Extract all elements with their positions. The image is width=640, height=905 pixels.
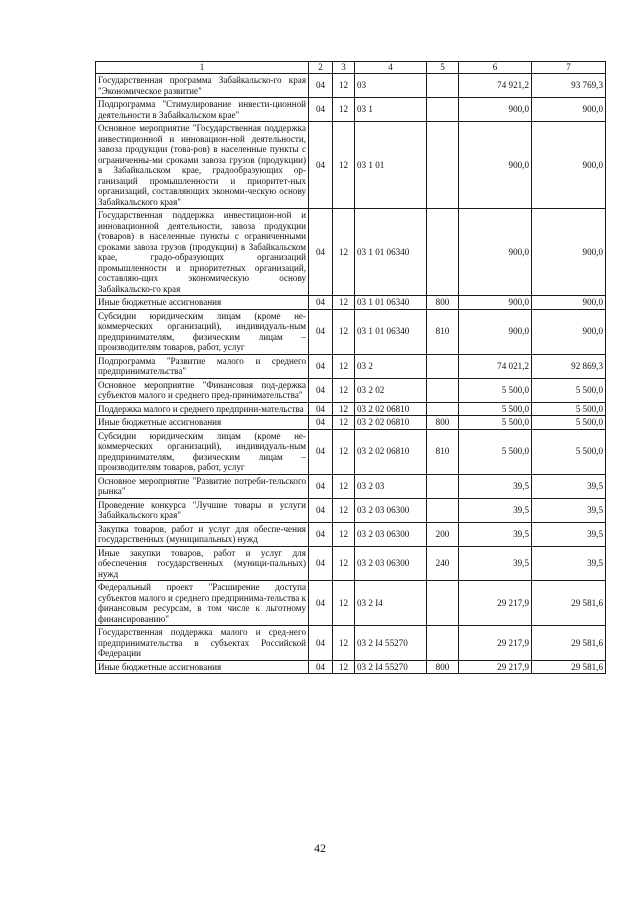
row-name-cell: Иные бюджетные ассигнования [96, 416, 309, 430]
expense-type-cell [427, 474, 459, 498]
amount-year2-cell: 900,0 [532, 296, 606, 310]
amount-year1-cell: 5 500,0 [459, 378, 532, 402]
section-code-cell: 04 [309, 660, 333, 674]
amount-year1-cell: 29 217,9 [459, 660, 532, 674]
expense-type-cell [427, 122, 459, 209]
section-code-cell: 04 [309, 581, 333, 626]
expense-type-cell [427, 74, 459, 98]
target-article-cell: 03 1 01 06340 [355, 209, 427, 296]
section-code-cell: 04 [309, 296, 333, 310]
subsection-code-cell: 12 [333, 378, 355, 402]
subsection-code-cell: 12 [333, 98, 355, 122]
subsection-code-cell: 12 [333, 429, 355, 474]
subsection-code-cell: 12 [333, 122, 355, 209]
expense-type-cell: 800 [427, 416, 459, 430]
expense-type-cell [427, 498, 459, 522]
amount-year1-cell: 39,5 [459, 474, 532, 498]
expense-type-cell [427, 626, 459, 661]
section-code-cell: 04 [309, 98, 333, 122]
expense-type-cell [427, 98, 459, 122]
section-code-cell: 04 [309, 498, 333, 522]
row-name-cell: Федеральный проект "Расширение доступа субъектов малого и среднего предпринима-тельства к финансовым ресурсам, в том числе к льготному финансированию" [96, 581, 309, 626]
expense-type-cell: 810 [427, 309, 459, 354]
target-article-cell: 03 [355, 74, 427, 98]
amount-year1-cell: 74 021,2 [459, 354, 532, 378]
subsection-code-cell: 12 [333, 402, 355, 416]
subsection-code-cell: 12 [333, 498, 355, 522]
table-row [96, 354, 606, 378]
subsection-code-cell: 12 [333, 522, 355, 546]
row-name-cell: Иные бюджетные ассигнования [96, 296, 309, 310]
row-name-cell: Подпрограмма "Стимулирование инвести-ционной деятельности в Забайкальском крае" [96, 98, 309, 122]
amount-year2-cell: 900,0 [532, 98, 606, 122]
table-row [96, 98, 606, 122]
row-name-cell: Закупка товаров, работ и услуг для обеспе-чения государственных (муниципальных) нужд [96, 522, 309, 546]
target-article-cell: 03 2 02 06810 [355, 402, 427, 416]
table-row [96, 209, 606, 296]
amount-year2-cell: 93 769,3 [532, 74, 606, 98]
amount-year1-cell: 900,0 [459, 296, 532, 310]
row-name-cell: Подпрограмма "Развитие малого и среднего предпринимательства" [96, 354, 309, 378]
expense-type-cell: 240 [427, 546, 459, 581]
target-article-cell: 03 2 02 06810 [355, 416, 427, 430]
target-article-cell: 03 2 I4 [355, 581, 427, 626]
table-row [96, 402, 606, 416]
expense-type-cell: 810 [427, 429, 459, 474]
table-row [96, 522, 606, 546]
table-row [96, 660, 606, 674]
amount-year2-cell: 29 581,6 [532, 626, 606, 661]
table-row [96, 74, 606, 98]
subsection-code-cell: 12 [333, 209, 355, 296]
amount-year2-cell: 39,5 [532, 546, 606, 581]
expense-type-cell: 800 [427, 296, 459, 310]
target-article-cell: 03 2 03 06300 [355, 546, 427, 581]
table-row [96, 498, 606, 522]
section-code-cell: 04 [309, 74, 333, 98]
amount-year1-cell: 5 500,0 [459, 416, 532, 430]
section-code-cell: 04 [309, 626, 333, 661]
row-name-cell: Субсидии юридическим лицам (кроме не-коммерческих организаций), индивидуаль-ным предпринимателям, физическим лицам – производителям товаров, работ, услуг [96, 429, 309, 474]
row-name-cell: Поддержка малого и среднего предприни-мательства [96, 402, 309, 416]
header-cell: 2 [309, 62, 333, 74]
subsection-code-cell: 12 [333, 581, 355, 626]
target-article-cell: 03 2 I4 55270 [355, 626, 427, 661]
section-code-cell: 04 [309, 309, 333, 354]
table-row [96, 581, 606, 626]
page-number: 42 [314, 841, 326, 855]
section-code-cell: 04 [309, 474, 333, 498]
subsection-code-cell: 12 [333, 416, 355, 430]
amount-year1-cell: 29 217,9 [459, 581, 532, 626]
row-name-cell: Государственная поддержка инвестицион-ной и инновационной деятельности, завоза продукции (товаров) в населенные пункты с ограниченными сроками завоза грузов (продукции) в Забайкальском крае, градо-образующих организаций промышленности и приоритетных организаций, составляю-щих экономическую основу Забайкальско-го края [96, 209, 309, 296]
subsection-code-cell: 12 [333, 626, 355, 661]
expense-type-cell [427, 354, 459, 378]
header-cell: 5 [427, 62, 459, 74]
section-code-cell: 04 [309, 416, 333, 430]
row-name-cell: Субсидии юридическим лицам (кроме не-коммерческих организаций), индивидуаль-ным предпринимателям, физическим лицам – производителям товаров, работ, услуг [96, 309, 309, 354]
table-row [96, 429, 606, 474]
target-article-cell: 03 1 01 06340 [355, 309, 427, 354]
subsection-code-cell: 12 [333, 354, 355, 378]
row-name-cell: Государственная программа Забайкальско-го края "Экономическое развитие" [96, 74, 309, 98]
amount-year1-cell: 74 921,2 [459, 74, 532, 98]
row-name-cell: Иные закупки товаров, работ и услуг для обеспечения государственных (муници-пальных) нужд [96, 546, 309, 581]
amount-year1-cell: 29 217,9 [459, 626, 532, 661]
section-code-cell: 04 [309, 402, 333, 416]
section-code-cell: 04 [309, 122, 333, 209]
amount-year1-cell: 900,0 [459, 122, 532, 209]
subsection-code-cell: 12 [333, 74, 355, 98]
table-row [96, 546, 606, 581]
expense-type-cell [427, 209, 459, 296]
target-article-cell: 03 1 01 06340 [355, 296, 427, 310]
amount-year2-cell: 5 500,0 [532, 402, 606, 416]
header-cell: 1 [96, 62, 309, 74]
section-code-cell: 04 [309, 378, 333, 402]
target-article-cell: 03 1 01 [355, 122, 427, 209]
header-row [96, 62, 606, 74]
row-name-cell: Государственная поддержка малого и сред-него предпринимательства в субъектах Российской Федерации [96, 626, 309, 661]
table-row [96, 378, 606, 402]
amount-year2-cell: 900,0 [532, 122, 606, 209]
row-name-cell: Основное мероприятие "Развитие потреби-тельского рынка" [96, 474, 309, 498]
target-article-cell: 03 2 02 [355, 378, 427, 402]
amount-year1-cell: 900,0 [459, 309, 532, 354]
section-code-cell: 04 [309, 546, 333, 581]
amount-year2-cell: 5 500,0 [532, 378, 606, 402]
amount-year2-cell: 900,0 [532, 309, 606, 354]
section-code-cell: 04 [309, 522, 333, 546]
row-name-cell: Иные бюджетные ассигнования [96, 660, 309, 674]
amount-year2-cell: 5 500,0 [532, 416, 606, 430]
amount-year2-cell: 29 581,6 [532, 581, 606, 626]
amount-year2-cell: 39,5 [532, 522, 606, 546]
section-code-cell: 04 [309, 429, 333, 474]
amount-year1-cell: 39,5 [459, 546, 532, 581]
subsection-code-cell: 12 [333, 474, 355, 498]
subsection-code-cell: 12 [333, 296, 355, 310]
target-article-cell: 03 2 I4 55270 [355, 660, 427, 674]
target-article-cell: 03 2 03 06300 [355, 498, 427, 522]
subsection-code-cell: 12 [333, 660, 355, 674]
expense-type-cell [427, 378, 459, 402]
budget-table [95, 61, 606, 674]
amount-year1-cell: 39,5 [459, 498, 532, 522]
row-name-cell: Основное мероприятие "Финансовая под-держка субъектов малого и среднего пред-принимательства" [96, 378, 309, 402]
table-row [96, 626, 606, 661]
expense-type-cell: 800 [427, 660, 459, 674]
row-name-cell: Проведение конкурса "Лучшие товары и услуги Забайкальского края" [96, 498, 309, 522]
target-article-cell: 03 2 03 [355, 474, 427, 498]
subsection-code-cell: 12 [333, 309, 355, 354]
target-article-cell: 03 2 02 06810 [355, 429, 427, 474]
target-article-cell: 03 2 [355, 354, 427, 378]
target-article-cell: 03 1 [355, 98, 427, 122]
expense-type-cell: 200 [427, 522, 459, 546]
table-row [96, 474, 606, 498]
header-cell: 6 [459, 62, 532, 74]
section-code-cell: 04 [309, 209, 333, 296]
subsection-code-cell: 12 [333, 546, 355, 581]
amount-year1-cell: 39,5 [459, 522, 532, 546]
table-row [96, 309, 606, 354]
target-article-cell: 03 2 03 06300 [355, 522, 427, 546]
table-row [96, 296, 606, 310]
header-cell: 3 [333, 62, 355, 74]
amount-year1-cell: 900,0 [459, 98, 532, 122]
expense-type-cell [427, 402, 459, 416]
header-cell: 4 [355, 62, 427, 74]
row-name-cell: Основное мероприятие "Государственная поддержка инвестиционной и инновацион-ной деятельности, завоза продукции (това-ров) в населенные пункты с ограниченны-ми сроками завоза грузов (продукции) в Забайкальском крае, градообразующих ор-ганизаций промышленности и приоритет-ных организаций, составляющих экономи-ческую основу Забайкальского края" [96, 122, 309, 209]
amount-year2-cell: 39,5 [532, 498, 606, 522]
amount-year1-cell: 5 500,0 [459, 402, 532, 416]
amount-year2-cell: 92 869,3 [532, 354, 606, 378]
amount-year1-cell: 900,0 [459, 209, 532, 296]
amount-year2-cell: 5 500,0 [532, 429, 606, 474]
expense-type-cell [427, 581, 459, 626]
section-code-cell: 04 [309, 354, 333, 378]
table-row [96, 416, 606, 430]
header-cell: 7 [532, 62, 606, 74]
amount-year2-cell: 39,5 [532, 474, 606, 498]
amount-year1-cell: 5 500,0 [459, 429, 532, 474]
table-row [96, 122, 606, 209]
amount-year2-cell: 900,0 [532, 209, 606, 296]
amount-year2-cell: 29 581,6 [532, 660, 606, 674]
